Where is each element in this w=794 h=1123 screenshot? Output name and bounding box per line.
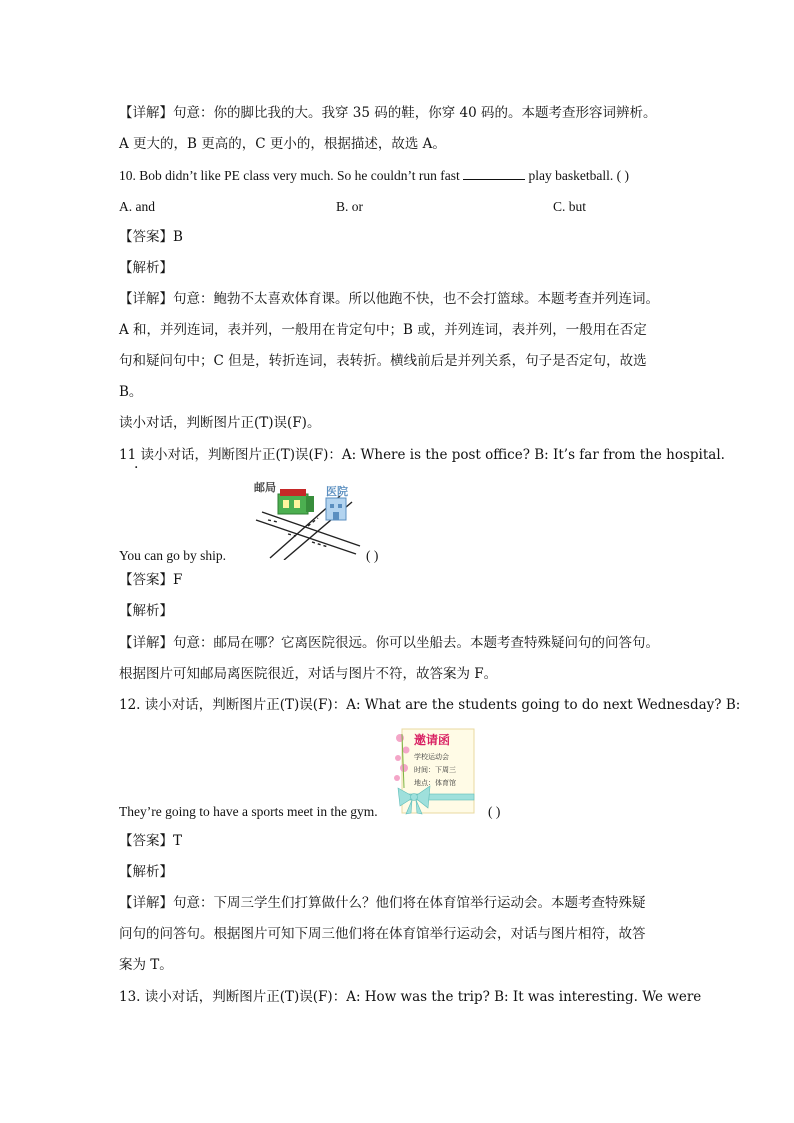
q10-stem-a: 10. Bob didn’t like PE class very much. So he couldn’t run fast	[119, 168, 460, 183]
q11-detail-line-2: 根据图片可知邮局离医院很近，对话与图片不符，故答案为 F。	[119, 666, 498, 682]
invitation-line-1: 学校运动会	[414, 753, 449, 761]
q10-option-b: B. or	[336, 199, 363, 214]
q10-detail-line-4: B。	[119, 384, 143, 400]
post-office-icon	[278, 489, 314, 514]
q10-detail-line-1: 【详解】句意：鲍勃不太喜欢体育课。所以他跑不快，也不会打篮球。本题考查并列连词。	[119, 291, 659, 307]
q9-detail-line-1: 【详解】句意：你的脚比我的大。我穿 35 码的鞋，你穿 40 码的。本题考查形容词辨析。	[119, 105, 657, 121]
q12-stem: 12. 读小对话，判断图片正(T)误(F)：A: What are the students going to do next Wednesday? B:	[119, 697, 741, 713]
q12-answer-paren: ( )	[488, 804, 501, 819]
hospital-label: 医院	[326, 485, 348, 498]
q10-answer: 【答案】B	[119, 229, 183, 245]
q11-stem: 11 读小对话，判断图片正(T)误(F)：A: Where is the post office? B: It’s far from the hospital.	[119, 447, 725, 463]
invitation-card-image	[392, 728, 476, 816]
q10-blank	[463, 167, 525, 180]
q12-detail-line-1: 【详解】句意：下周三学生们打算做什么？他们将在体育馆举行运动会。本题考查特殊疑	[119, 895, 646, 911]
q13-stem: 13. 读小对话，判断图片正(T)误(F)：A: How was the trip? B: It was interesting. We were	[119, 989, 702, 1005]
map-figure	[248, 476, 364, 560]
q11-detail-line-1: 【详解】句意：邮局在哪？它离医院很远。你可以坐船去。本题考查特殊疑问句的问答句。	[119, 635, 659, 651]
post-office-label: 邮局	[254, 481, 276, 494]
q12-answer: 【答案】T	[119, 833, 183, 849]
q10-stem	[119, 166, 629, 186]
invitation-title: 邀请函	[414, 733, 451, 747]
q11-answer: 【答案】F	[119, 572, 183, 588]
q10-detail-line-2: A 和，并列连词，表并列，一般用在肯定句中；B 或，并列连词，表并列，一般用在否定	[119, 322, 647, 338]
q10-option-a: A. and	[119, 199, 155, 214]
invitation-figure	[392, 728, 476, 816]
invitation-line-2: 时间：下周三	[414, 766, 456, 774]
q10-analysis-heading: 【解析】	[119, 260, 173, 276]
q12-detail-line-2: 问句的问答句。根据图片可知下周三他们将在体育馆举行运动会，对话与图片相符，故答	[119, 926, 646, 942]
hospital-icon	[326, 498, 346, 520]
invitation-line-3: 地点：体育馆	[414, 779, 456, 787]
q11-dot: ·	[134, 460, 139, 476]
section-instruction: 读小对话，判断图片正(T)误(F)。	[119, 415, 321, 431]
q10-stem-b: play basketball. ( )	[528, 168, 629, 183]
q12-stem-2: They’re going to have a sports meet in the gym.	[119, 804, 378, 819]
q11-analysis-heading: 【解析】	[119, 603, 173, 619]
q12-detail-line-3: 案为 T。	[119, 957, 173, 973]
q9-detail-line-2: A 更大的，B 更高的，C 更小的，根据描述，故选 A。	[119, 136, 446, 152]
q12-analysis-heading: 【解析】	[119, 864, 173, 880]
q11-answer-paren: ( )	[366, 548, 379, 563]
q10-detail-line-3: 句和疑问句中；C 但是，转折连词，表转折。横线前后是并列关系，句子是否定句，故选	[119, 353, 647, 369]
q11-stem-2: You can go by ship.	[119, 548, 227, 563]
q10-option-c: C. but	[553, 199, 587, 214]
road-map-image	[248, 476, 364, 560]
